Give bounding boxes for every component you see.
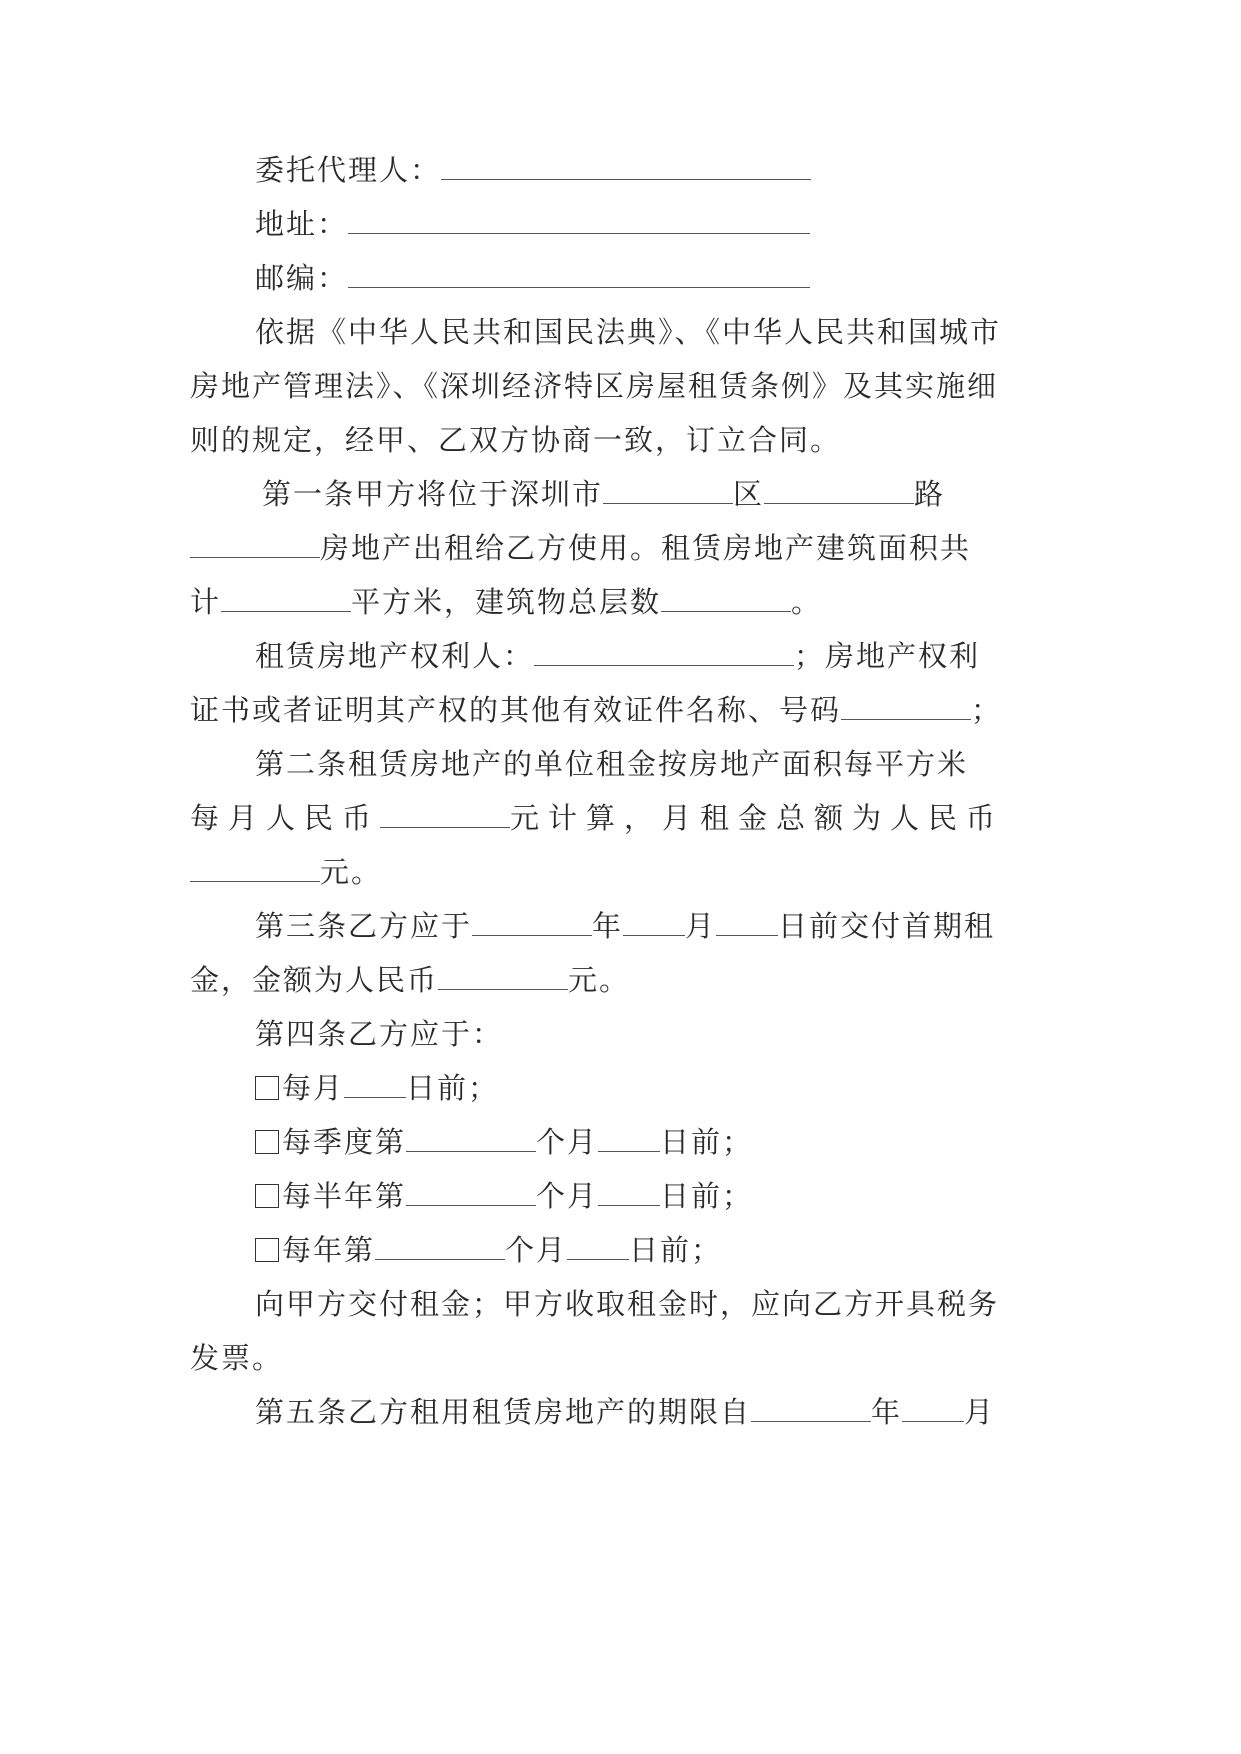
address-blank[interactable]: [348, 207, 810, 234]
option-half-yearly-text-a: 每半年第: [282, 1179, 407, 1213]
road-blank[interactable]: [764, 477, 914, 504]
article-1-line-1: [262, 474, 1050, 514]
option-quarterly-month-blank[interactable]: [406, 1125, 536, 1152]
option-yearly-text-b: 个月: [505, 1233, 568, 1267]
payment-line-2: 发票。: [190, 1341, 284, 1375]
option-quarterly-day-blank[interactable]: [598, 1125, 660, 1152]
owner-text-b: ；房地产权利: [794, 639, 981, 673]
article-3-text-d: 日前交付首期租: [778, 909, 996, 943]
option-yearly-checkbox[interactable]: [255, 1238, 279, 1262]
article-4-line-1: 第四条乙方应于：: [255, 1017, 504, 1051]
option-quarterly-checkbox[interactable]: [255, 1130, 279, 1154]
article-1-text-f: 平方米，建筑物总层数: [351, 585, 662, 619]
option-yearly-day-blank[interactable]: [567, 1233, 629, 1260]
article-1-text-b: 区: [733, 477, 765, 511]
option-half-yearly-checkbox[interactable]: [255, 1184, 279, 1208]
owner-line-2: [190, 690, 1050, 730]
article-3-line-2: [190, 960, 1050, 1000]
owner-text-c: 证书或者证明其产权的其他有效证件名称、号码: [190, 693, 842, 727]
owner-blank[interactable]: [534, 639, 794, 666]
article-3-line-1: [255, 906, 1050, 946]
option-yearly: [255, 1230, 1050, 1270]
article-3-text-e: 金，金额为人民币: [190, 963, 439, 997]
article-1-text-g: 。: [791, 585, 823, 619]
postcode-label: 邮编：: [255, 261, 349, 295]
article-5-text-c: 月: [964, 1395, 996, 1429]
option-monthly-day-blank[interactable]: [344, 1071, 406, 1098]
payment-line-1: 向甲方交付租金；甲方收取租金时，应向乙方开具税务: [255, 1287, 1000, 1321]
postcode-line: [255, 258, 1050, 298]
term-start-year-blank[interactable]: [751, 1395, 871, 1422]
basis-line-2: 房地产管理法》、《深圳经济特区房屋租赁条例》及其实施细: [190, 369, 999, 403]
basis-line-3: 则的规定，经甲、乙双方协商一致，订立合同。: [190, 423, 842, 457]
option-yearly-text-c: 日前；: [629, 1233, 723, 1267]
option-half-yearly-day-blank[interactable]: [598, 1179, 660, 1206]
article-2-line-3: [190, 852, 1050, 892]
owner-text-a: 租赁房地产权利人：: [255, 639, 535, 673]
district-blank[interactable]: [603, 477, 733, 504]
option-quarterly-text-b: 个月: [536, 1125, 599, 1159]
agent-line: [255, 150, 1050, 190]
article-3-text-f: 元。: [568, 963, 631, 997]
first-pay-amount-blank[interactable]: [438, 963, 568, 990]
article-5-line-1: [255, 1392, 1050, 1432]
property-blank[interactable]: [190, 531, 320, 558]
article-5-text-a: 第五条乙方租用租赁房地产的期限自: [255, 1395, 752, 1429]
article-1-text-a: 第一条甲方将位于深圳市: [262, 477, 604, 511]
option-monthly: [255, 1068, 1050, 1108]
article-2-line-2: [190, 798, 1050, 838]
option-yearly-month-blank[interactable]: [375, 1233, 505, 1260]
agent-blank[interactable]: [441, 153, 811, 180]
article-3-text-a: 第三条乙方应于: [255, 909, 473, 943]
first-pay-month-blank[interactable]: [623, 909, 685, 936]
option-half-yearly-text-b: 个月: [536, 1179, 599, 1213]
article-1-line-2: [190, 528, 1050, 568]
area-blank[interactable]: [221, 585, 351, 612]
article-2-text-c: 元计算，月租金总额为人民币: [510, 801, 1005, 835]
article-1-text-c: 路: [914, 477, 946, 511]
owner-text-d: ；: [971, 693, 1003, 727]
article-2-line-1: 第二条租赁房地产的单位租金按房地产面积每平方米: [255, 747, 969, 781]
article-5-text-b: 年: [871, 1395, 903, 1429]
article-2-text-d: 元。: [320, 855, 383, 889]
article-1-text-e: 计: [190, 585, 222, 619]
certificate-blank[interactable]: [841, 693, 971, 720]
address-line: [255, 204, 1050, 244]
term-start-month-blank[interactable]: [902, 1395, 964, 1422]
article-3-text-b: 年: [592, 909, 624, 943]
option-half-yearly-month-blank[interactable]: [406, 1179, 536, 1206]
owner-line-1: [255, 636, 1050, 676]
address-label: 地址：: [255, 207, 349, 241]
basis-line-1: 依据《中华人民共和国民法典》、《中华人民共和国城市: [255, 315, 1002, 349]
option-monthly-text-a: 每月: [282, 1071, 345, 1105]
option-monthly-checkbox[interactable]: [255, 1076, 279, 1100]
postcode-blank[interactable]: [348, 261, 810, 288]
article-1-line-3: [190, 582, 1050, 622]
article-3-text-c: 月: [685, 909, 717, 943]
agent-label: 委托代理人：: [255, 153, 442, 187]
unit-rent-blank[interactable]: [380, 801, 510, 828]
option-quarterly-text-c: 日前；: [660, 1125, 754, 1159]
option-quarterly: [255, 1122, 1050, 1162]
option-yearly-text-a: 每年第: [282, 1233, 376, 1267]
option-monthly-text-b: 日前；: [406, 1071, 500, 1105]
monthly-rent-blank[interactable]: [190, 855, 320, 882]
floors-blank[interactable]: [661, 585, 791, 612]
option-half-yearly: [255, 1176, 1050, 1216]
option-quarterly-text-a: 每季度第: [282, 1125, 407, 1159]
article-2-text-b: 每月人民币: [190, 801, 381, 835]
first-pay-day-blank[interactable]: [716, 909, 778, 936]
option-half-yearly-text-c: 日前；: [660, 1179, 754, 1213]
first-pay-year-blank[interactable]: [472, 909, 592, 936]
article-1-text-d: 房地产出租给乙方使用。租赁房地产建筑面积共: [320, 531, 972, 565]
